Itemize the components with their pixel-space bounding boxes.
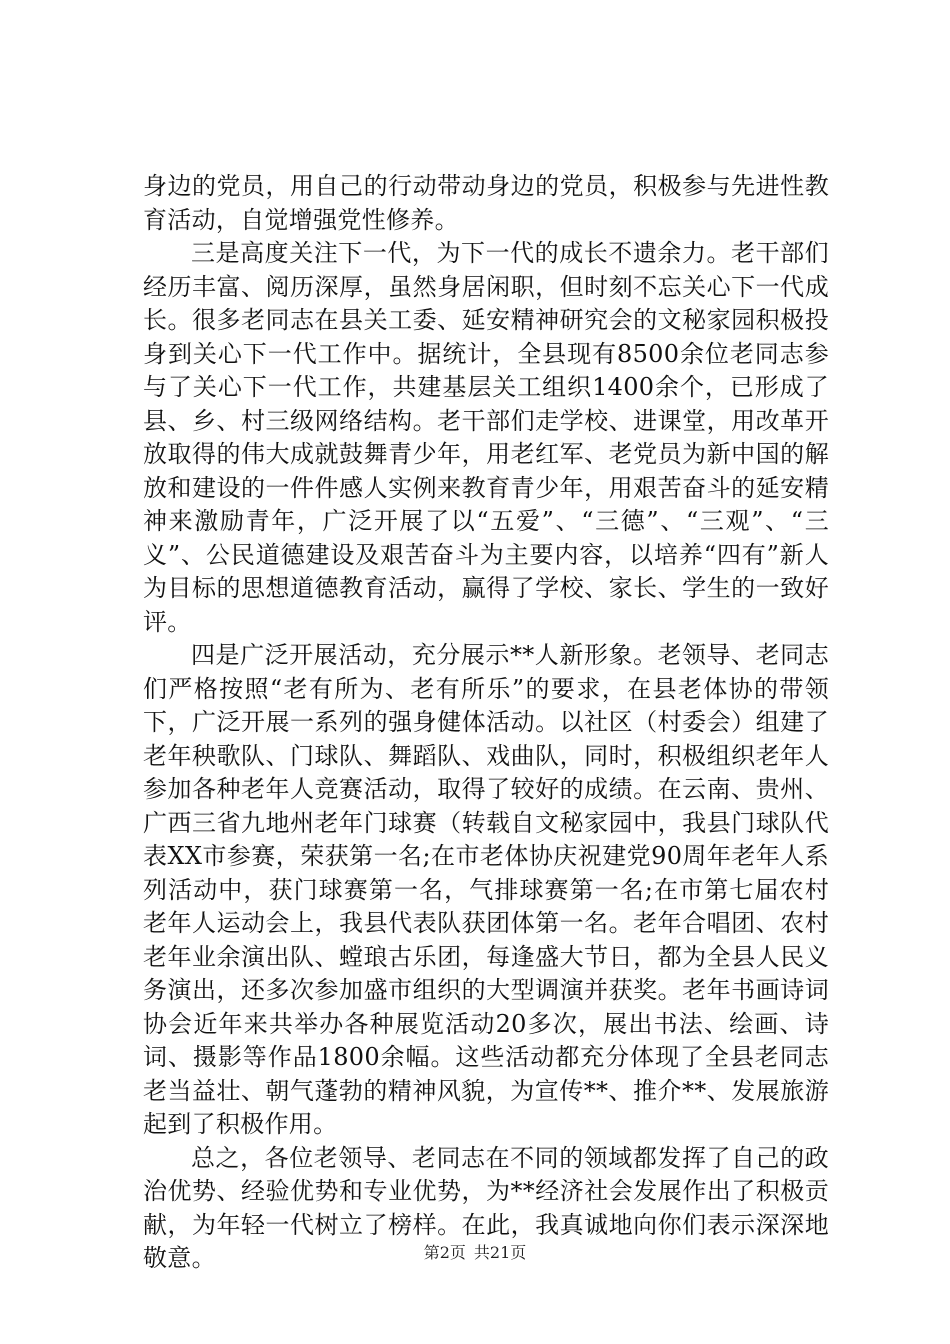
paragraph-continuation: 身边的党员，用自己的行动带动身边的党员，积极参与先进性教育活动，自觉增强党性修养。 xyxy=(143,172,829,234)
paragraph-conclusion: 总之，各位老领导、老同志在不同的领域都发挥了自己的政治优势、经验优势和专业优势，为**经济社会发展作出了积极贡献，为年轻一代树立了榜样。在此，我真诚地向你们表示深深地敬意。 xyxy=(143,1143,829,1272)
paragraph-activities: 四是广泛开展活动，充分展示**人新形象。老领导、老同志们严格按照“老有所为、老有所乐”的要求，在县老体协的带领下，广泛开展一系列的强身健体活动。以社区（村委会）组建了老年秧歌队、门球队、舞蹈队、戏曲队，同时，积极组织老年人参加各种老年人竞赛活动，取得了较好的成绩。在云南、贵州、广西三省九地州老年门球赛（转载自文秘家园中，我县门球队代表XX市参赛，荣获第一名;在市老体协庆祝建党90周年老年人系列活动中，获门球赛第一名，气排球赛第一名;在市第七届农村老年人运动会上，我县代表队获团体第一名。老年合唱团、农村老年业余演出队、螳琅古乐团，每逢盛大节日，都为全县人民义务演出，还多次参加盛市组织的大型调演并获奖。老年书画诗词协会近年来共举办各种展览活动20多次，展出书法、绘画、诗词、摄影等作品1800余幅。这些活动都充分体现了全县老同志老当益壮、朝气蓬勃的精神风貌，为宣传**、推介**、发展旅游起到了积极作用。 xyxy=(143,641,829,1138)
paragraph-next-generation: 三是高度关注下一代，为下一代的成长不遗余力。老干部们经历丰富、阅历深厚，虽然身居闲职，但时刻不忘关心下一代成长。很多老同志在县关工委、延安精神研究会的文秘家园积极投身到关心下一代工作中。据统计，全县现有8500余位老同志参与了关心下一代工作，共建基层关工组织1400余个，已形成了县、乡、村三级网络结构。老干部们走学校、进课堂，用改革开放取得的伟大成就鼓舞青少年，用老红军、老党员为新中国的解放和建设的一件件感人实例来教育青少年，用艰苦奋斗的延安精神来激励青年，广泛开展了以“五爱”、“三德”、“三观”、“三义”、公民道德建设及艰苦奋斗为主要内容，以培养“四有”新人为目标的思想道德教育活动，赢得了学校、家长、学生的一致好评。 xyxy=(143,239,829,636)
page-number: 第2页 xyxy=(423,1243,466,1262)
page-total: 共21页 xyxy=(473,1243,527,1262)
page-footer xyxy=(0,1243,950,1263)
document-body xyxy=(143,170,829,1276)
